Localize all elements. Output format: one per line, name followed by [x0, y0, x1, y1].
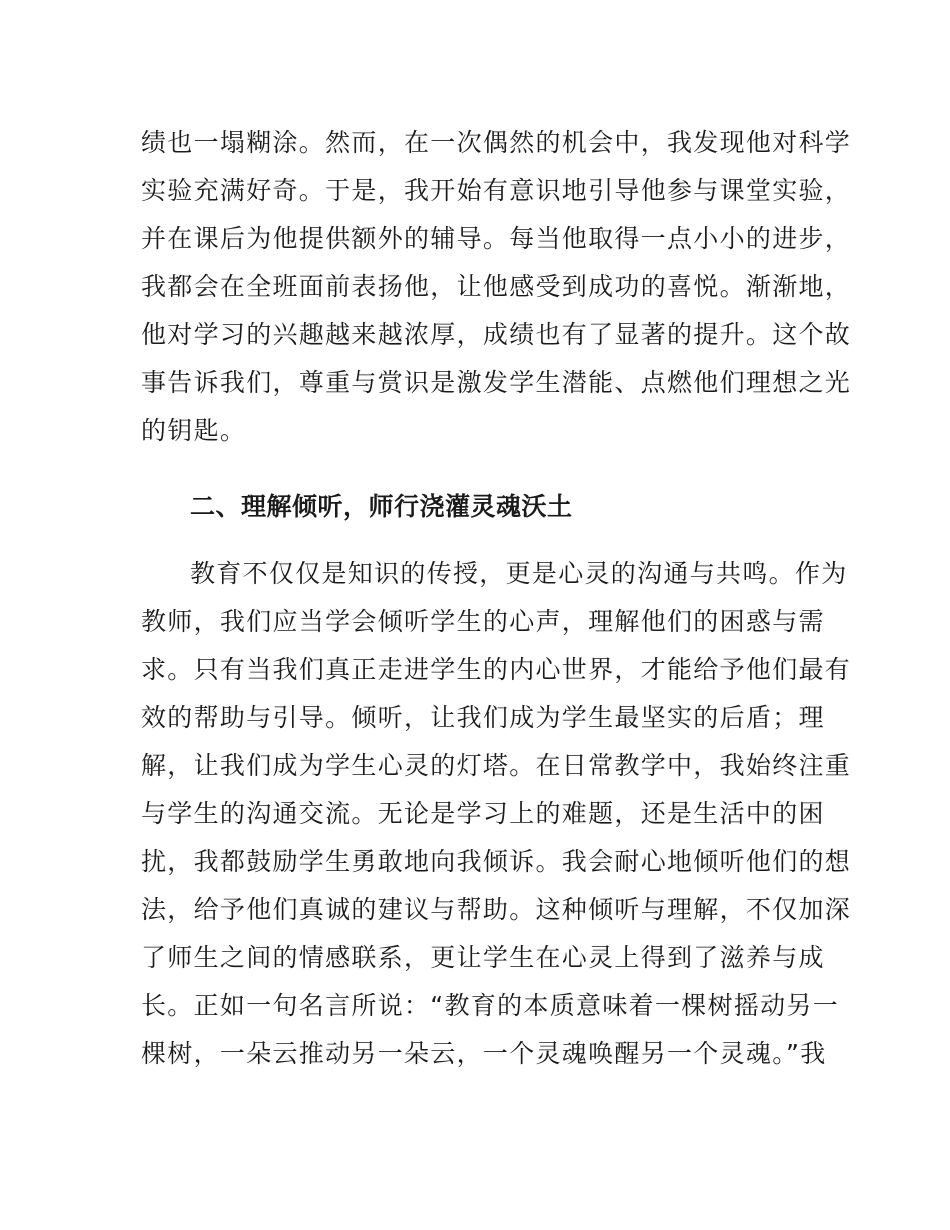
paragraph-2-line-8: 法，给予他们真诚的建议与帮助。这种倾听与理解，不仅加深: [141, 895, 852, 924]
paragraph-2-line-11: 棵树，一朵云推动另一朵云，一个灵魂唤醒另一个灵魂。”我: [141, 1039, 827, 1068]
paragraph-1-line-2: 实验充满好奇。于是，我开始有意识地引导他参与课堂实验，: [141, 176, 852, 205]
paragraph-2-line-5: 解，让我们成为学生心灵的灯塔。在日常教学中，我始终注重: [141, 751, 852, 780]
paragraph-2-line-10: 长。正如一句名言所说：“教育的本质意味着一棵树摇动另一: [141, 991, 840, 1020]
paragraph-1-line-4: 我都会在全班面前表扬他，让他感受到成功的喜悦。渐渐地，: [141, 272, 852, 301]
paragraph-2-line-7: 扰，我都鼓励学生勇敢地向我倾诉。我会耐心地倾听他们的想: [141, 847, 852, 876]
paragraph-2-line-2: 教师，我们应当学会倾听学生的心声，理解他们的困惑与需: [141, 607, 825, 636]
paragraph-2-line-6: 与学生的沟通交流。无论是学习上的难题，还是生活中的困: [141, 799, 825, 828]
paragraph-2-line-1: 教育不仅仅是知识的传授，更是心灵的沟通与共鸣。作为: [190, 559, 848, 588]
paragraph-1-line-1: 绩也一塌糊涂。然而，在一次偶然的机会中，我发现他对科学: [141, 128, 852, 157]
paragraph-1-line-5: 他对学习的兴趣越来越浓厚，成绩也有了显著的提升。这个故: [141, 320, 852, 349]
paragraph-1-line-6: 事告诉我们，尊重与赏识是激发学生潜能、点燃他们理想之光: [141, 368, 852, 397]
paragraph-2-line-3: 求。只有当我们真正走进学生的内心世界，才能给予他们最有: [141, 655, 852, 684]
paragraph-1-line-3: 并在课后为他提供额外的辅导。每当他取得一点小小的进步，: [141, 224, 852, 253]
paragraph-1-line-7: 的钥匙。: [141, 416, 247, 445]
paragraph-2-line-4: 效的帮助与引导。倾听，让我们成为学生最坚实的后盾；理: [141, 703, 825, 732]
paragraph-2-line-9: 了师生之间的情感联系，更让学生在心灵上得到了滋养与成: [141, 943, 825, 972]
section-heading: 二、理解倾听，师行浇灌灵魂沃土: [190, 492, 573, 521]
